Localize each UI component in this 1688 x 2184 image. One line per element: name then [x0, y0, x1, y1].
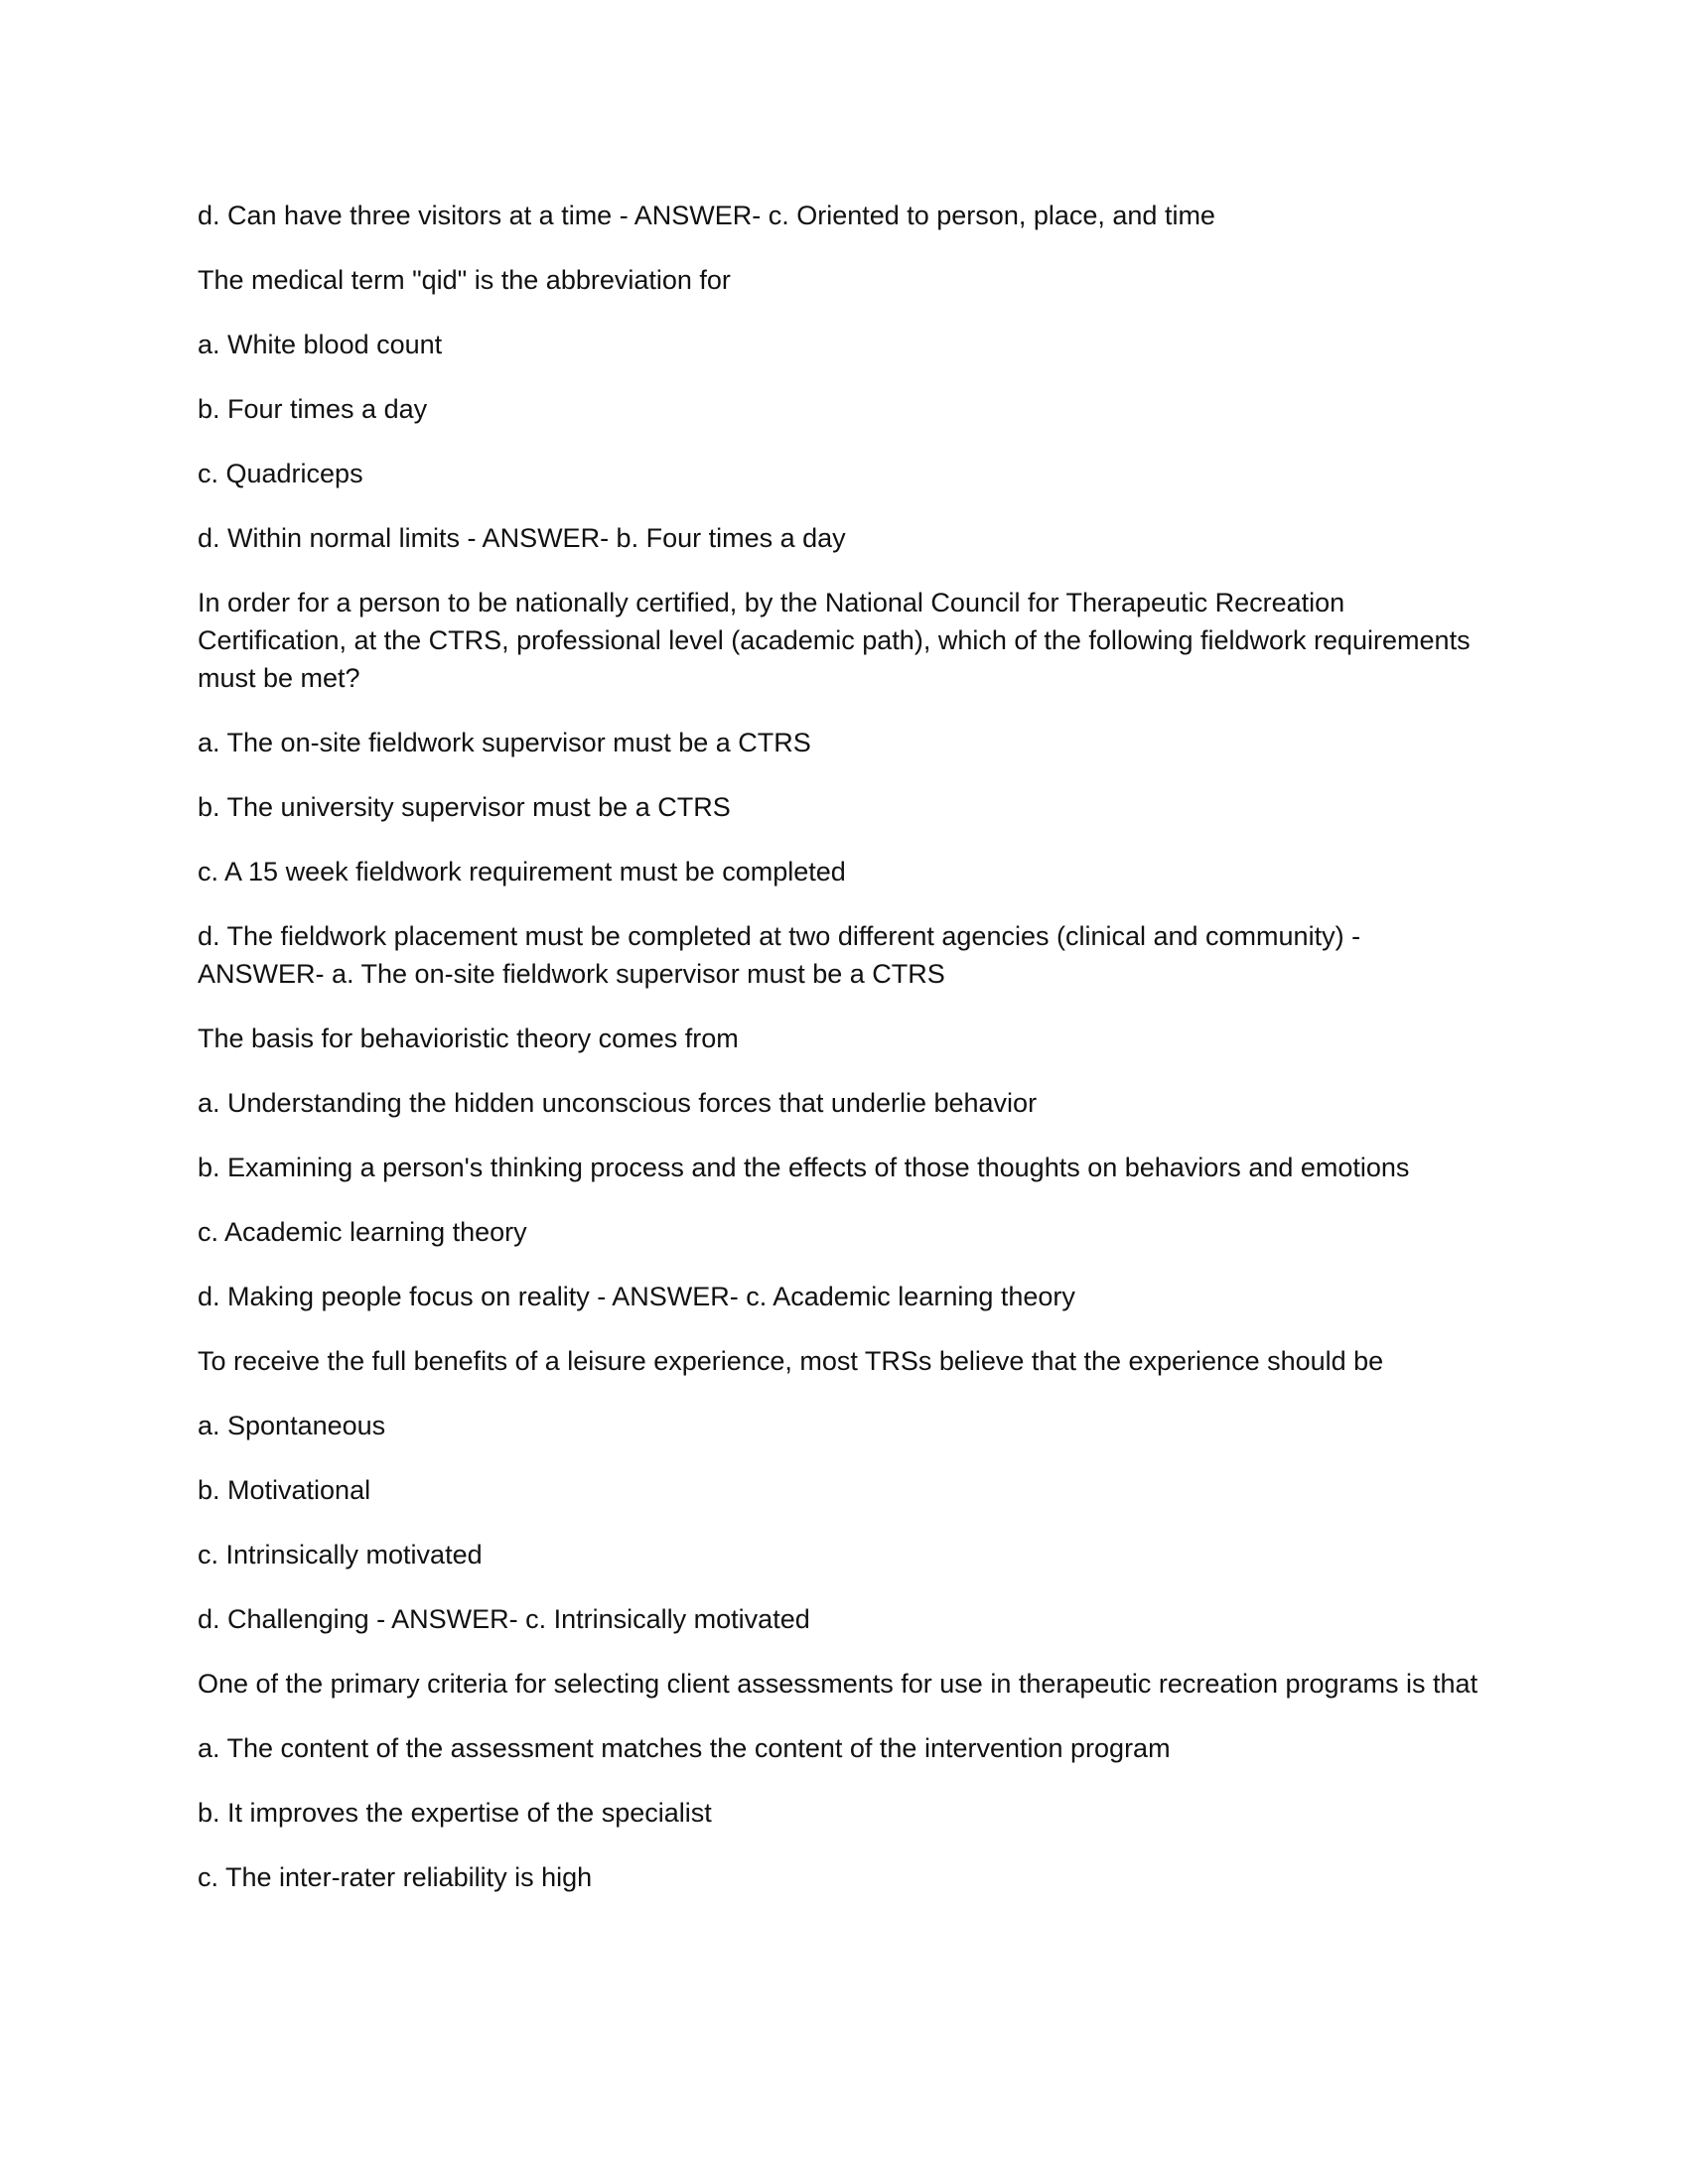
question-text: To receive the full benefits of a leisure experience, most TRSs believe that the experience should be	[198, 1346, 1384, 1376]
answer-line: d. Challenging - ANSWER- c. Intrinsically motivated	[198, 1604, 810, 1634]
answer-option: b. It improves the expertise of the specialist	[198, 1798, 712, 1828]
answer-line: d. Within normal limits - ANSWER- b. Four times a day	[198, 523, 846, 553]
answer-option: a. The on-site fieldwork supervisor must be a CTRS	[198, 728, 811, 757]
answer-option: b. Motivational	[198, 1475, 371, 1505]
question-text: The medical term "qid" is the abbreviation for	[198, 265, 731, 295]
answer-option: a. Spontaneous	[198, 1411, 386, 1440]
answer-option: c. Quadriceps	[198, 459, 363, 488]
answer-option: c. The inter-rater reliability is high	[198, 1862, 593, 1892]
answer-option: b. The university supervisor must be a CTRS	[198, 792, 731, 822]
answer-option: a. Understanding the hidden unconscious forces that underlie behavior	[198, 1088, 1038, 1118]
question-text: One of the primary criteria for selecting client assessments for use in therapeutic recreation programs is that	[198, 1669, 1478, 1699]
document-body	[198, 197, 1488, 1923]
answer-option: c. A 15 week fieldwork requirement must be completed	[198, 857, 846, 887]
answer-line: d. Can have three visitors at a time - ANSWER- c. Oriented to person, place, and time	[198, 201, 1215, 230]
question-text: In order for a person to be nationally certified, by the National Council for Therapeutic Recreation Certification, at the CTRS, professional level (academic path), which of the following fieldwork requirements must be met?	[198, 588, 1471, 693]
question-text: The basis for behavioristic theory comes from	[198, 1024, 739, 1053]
answer-option: c. Academic learning theory	[198, 1217, 527, 1247]
answer-option: c. Intrinsically motivated	[198, 1540, 483, 1570]
answer-option: a. The content of the assessment matches the content of the intervention program	[198, 1733, 1171, 1763]
answer-option: b. Examining a person's thinking process and the effects of those thoughts on behaviors and emotions	[198, 1153, 1410, 1182]
answer-line: d. Making people focus on reality - ANSWER- c. Academic learning theory	[198, 1282, 1075, 1311]
answer-line: d. The fieldwork placement must be completed at two different agencies (clinical and community) - ANSWER- a. The on-site fieldwork supervisor must be a CTRS	[198, 921, 1361, 989]
answer-option: a. White blood count	[198, 330, 443, 359]
answer-option: b. Four times a day	[198, 394, 428, 424]
